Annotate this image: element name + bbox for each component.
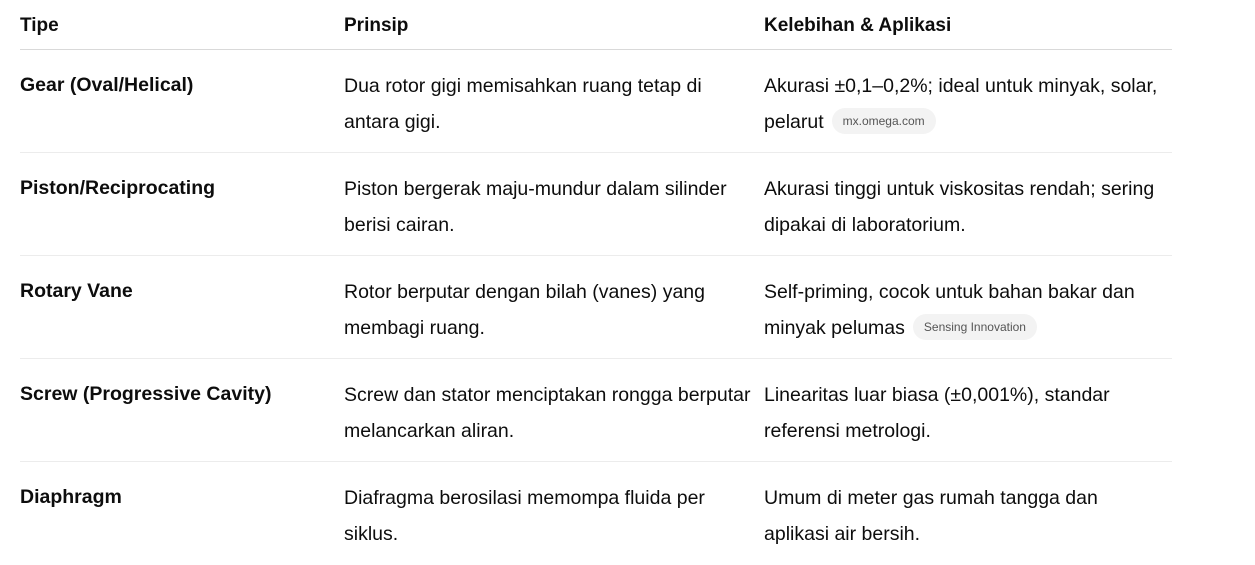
row-type: Gear (Oval/Helical) [20,74,194,96]
flow-meter-table [20,0,1172,565]
row-advantage [764,480,1172,565]
table-row [20,462,1172,565]
row-advantage [764,377,1172,461]
table-row [20,256,1172,359]
table-header-row [20,0,1172,50]
row-principle: Piston bergerak maju-mundur dalam silinder berisi cairan. [344,178,727,236]
advantage-text: Self-priming, cocok untuk bahan bakar dan minyak pelumas [764,281,1135,339]
table-row [20,359,1172,462]
source-citation-badge[interactable]: Sensing Innovation [913,314,1037,340]
advantage-text: Akurasi ±0,1–0,2%; ideal untuk minyak, solar, pelarut [764,75,1158,133]
table-row [20,153,1172,256]
row-principle: Dua rotor gigi memisahkan ruang tetap di antara gigi. [344,75,702,133]
row-advantage [764,171,1172,255]
header-principle: Prinsip [344,15,409,36]
row-advantage [764,68,1172,152]
row-principle: Rotor berputar dengan bilah (vanes) yang membagi ruang. [344,281,705,339]
row-type: Piston/Reciprocating [20,177,216,199]
table-row [20,50,1172,153]
row-advantage [764,274,1172,358]
row-principle: Screw dan stator menciptakan rongga berputar melancarkan aliran. [344,384,751,442]
row-type: Rotary Vane [20,280,133,302]
row-type: Screw (Progressive Cavity) [20,383,272,405]
header-advantage: Kelebihan & Aplikasi [764,15,952,36]
header-type: Tipe [20,15,59,36]
row-principle: Diafragma berosilasi memompa fluida per siklus. [344,487,705,545]
source-citation-badge[interactable]: mx.omega.com [832,108,936,134]
row-type: Diaphragm [20,486,122,508]
advantage-text: Linearitas luar biasa (±0,001%), standar referensi metrologi. [764,384,1110,442]
advantage-text: Akurasi tinggi untuk viskositas rendah; sering dipakai di laboratorium. [764,178,1155,236]
advantage-text: Umum di meter gas rumah tangga dan aplikasi air bersih. [764,487,1098,545]
